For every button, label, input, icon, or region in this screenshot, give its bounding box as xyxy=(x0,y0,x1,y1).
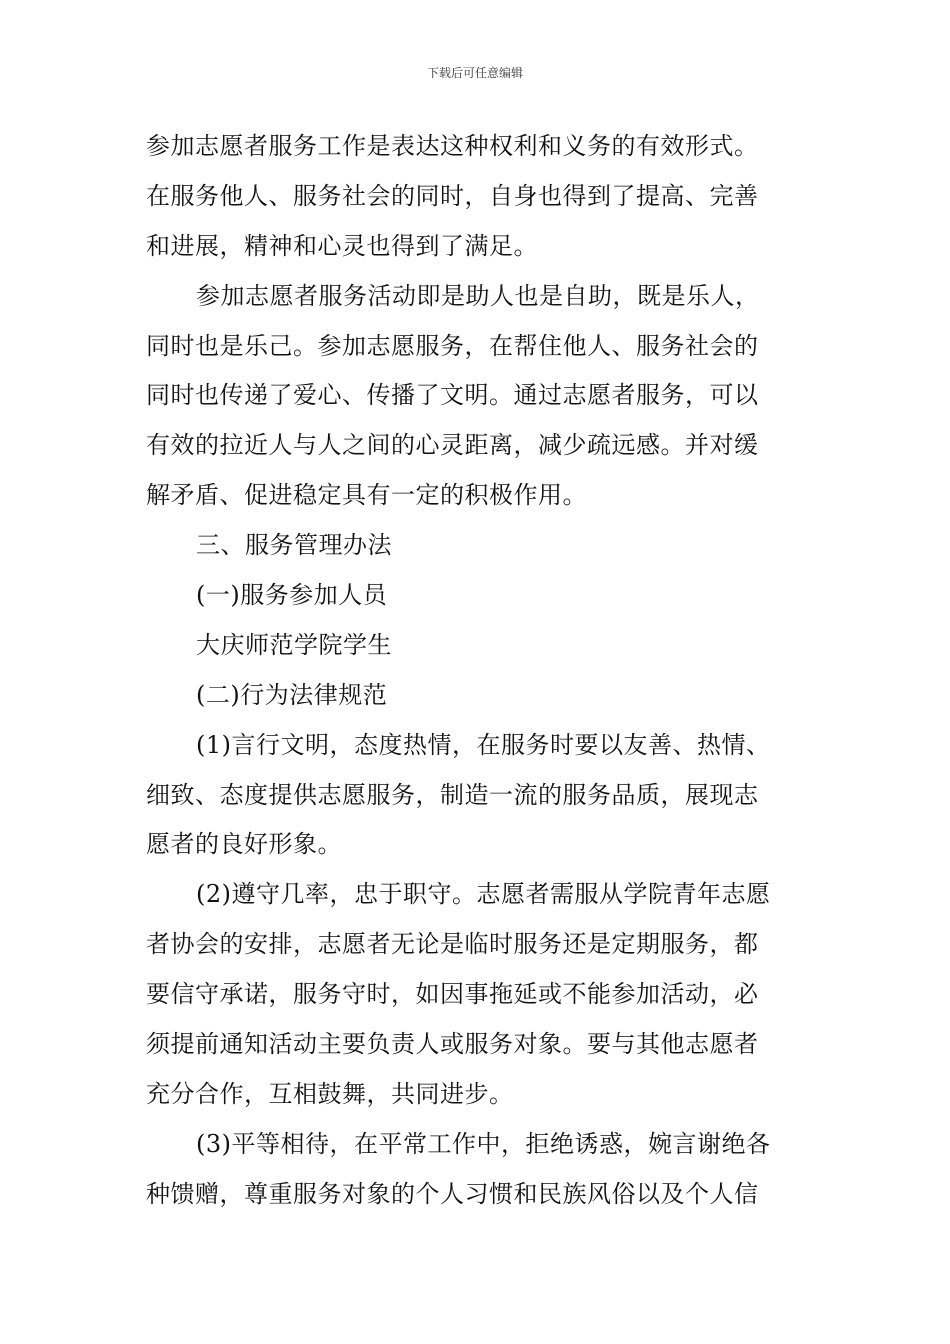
subsection-heading: (一)服务参加人员 xyxy=(196,581,388,610)
text-line: (2)遵守几率，忠于职守。志愿者需服从学院青年志愿 xyxy=(196,880,771,909)
text-line: 者协会的安排，志愿者无论是临时服务还是定期服务，都 xyxy=(146,930,759,959)
text-line: 细致、态度提供志愿服务，制造一流的服务品质，展现志 xyxy=(146,780,759,809)
text-line: 参加志愿者服务活动即是助人也是自助，既是乐人， xyxy=(196,281,760,310)
text-line: 愿者的良好形象。 xyxy=(146,830,342,859)
text-line: 种馈赠，尊重服务对象的个人习惯和民族风俗以及个人信 xyxy=(146,1179,759,1208)
document-body xyxy=(146,122,810,1220)
text-line: 有效的拉近人与人之间的心灵距离，减少疏远感。并对缓 xyxy=(146,431,759,460)
text-line: 参加志愿者服务工作是表达这种权利和义务的有效形式。 xyxy=(146,132,759,160)
text-line: 同时也传递了爱心、传播了文明。通过志愿者服务，可以 xyxy=(146,381,759,410)
text-line: 解矛盾、促进稳定具有一定的积极作用。 xyxy=(146,481,587,510)
text-line: (1)言行文明，态度热情，在服务时要以友善、热情、 xyxy=(196,730,771,759)
text-line: 充分合作，互相鼓舞，共同进步。 xyxy=(146,1079,514,1108)
page-header: 下载后可任意编辑 xyxy=(426,66,523,80)
text-line: 和进展，精神和心灵也得到了满足。 xyxy=(146,231,538,260)
text-line: 大庆师范学院学生 xyxy=(196,630,392,659)
text-line: 在服务他人、服务社会的同时，自身也得到了提高、完善 xyxy=(146,181,759,210)
text-line: 同时也是乐己。参加志愿服务，在帮住他人、服务社会的 xyxy=(146,331,759,360)
text-line: 须提前通知活动主要负责人或服务对象。要与其他志愿者 xyxy=(146,1030,759,1059)
section-heading: 三、服务管理办法 xyxy=(196,531,392,560)
subsection-heading: (二)行为法律规范 xyxy=(196,680,388,709)
text-line: 要信守承诺，服务守时，如因事拖延或不能参加活动，必 xyxy=(146,980,759,1009)
text-line: (3)平等相待，在平常工作中，拒绝诱惑，婉言谢绝各 xyxy=(196,1129,771,1158)
